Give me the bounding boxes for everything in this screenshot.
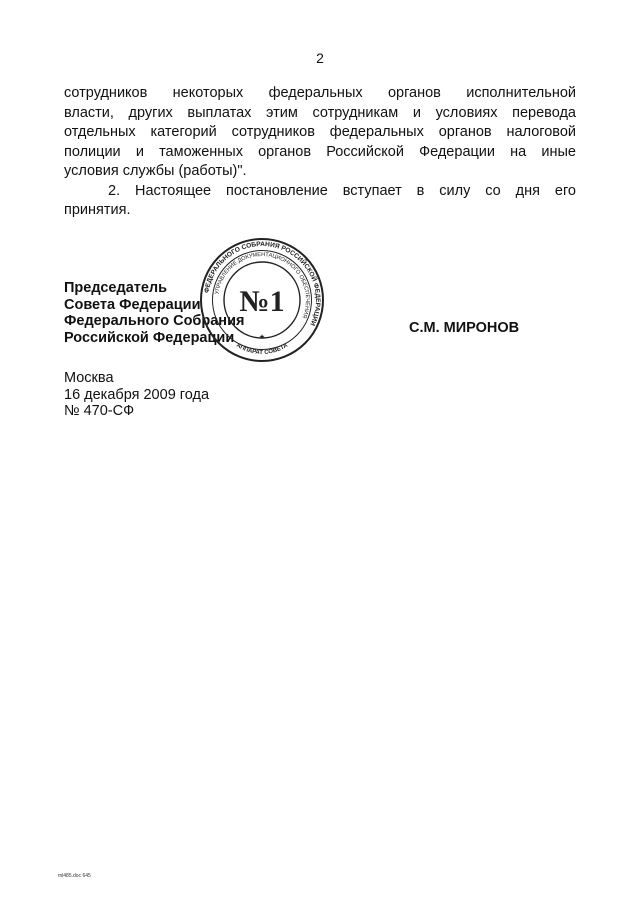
seal-outer-text-path: ФЕДЕРАЛЬНОГО СОБРАНИЯ РОССИЙСКОЙ ФЕДЕРАЦИИ: [203, 240, 322, 327]
seal-bottom-text-path: АППАРАТ СОВЕТА: [235, 342, 289, 357]
signer-name: С.М. МИРОНОВ: [409, 320, 520, 336]
signer-title-line-3: Федерального Собрания: [64, 313, 245, 329]
seal-inner-text-path: УПРАВЛЕНИЕ ДОКУМЕНТАЦИОННОГО ОБЕСПЕЧЕНИЯ: [214, 251, 311, 319]
page-number: 2: [316, 50, 324, 66]
document-number: № 470-СФ: [64, 403, 135, 419]
place-date-number: [64, 370, 209, 420]
footer-file-code: ml485.doc 645: [58, 873, 91, 879]
seal-number: №1: [239, 285, 285, 318]
star-icon: ★: [258, 333, 266, 341]
paragraph-1-line-5: условия службы (работы)".: [64, 163, 247, 179]
document-date: 16 декабря 2009 года: [64, 386, 210, 403]
paragraph-2-line-2: принятия.: [64, 202, 131, 218]
document-city: Москва: [64, 370, 114, 386]
paragraph-1-line-2: власти, других выплатах этим сотрудникам и условиях перевода: [64, 104, 576, 121]
signer-title-line-1: Председатель: [64, 280, 168, 296]
paragraph-2-line-1: 2. Настоящее постановление вступает в силу со дня его: [108, 182, 576, 199]
paragraph-1-line-4: полиции и таможенных органов Российской Федерации на иные: [64, 143, 576, 160]
official-seal-stamp: [198, 236, 326, 364]
signer-title-line-4: Российской Федерации: [64, 329, 235, 346]
paragraph-1-line-1: сотрудников некоторых федеральных органов исполнительной: [64, 85, 576, 101]
signer-title-line-2: Совета Федерации: [64, 296, 201, 313]
document-body: [64, 84, 576, 221]
paragraph-1-line-3: отдельных категорий сотрудников федеральных органов налоговой: [64, 124, 576, 140]
